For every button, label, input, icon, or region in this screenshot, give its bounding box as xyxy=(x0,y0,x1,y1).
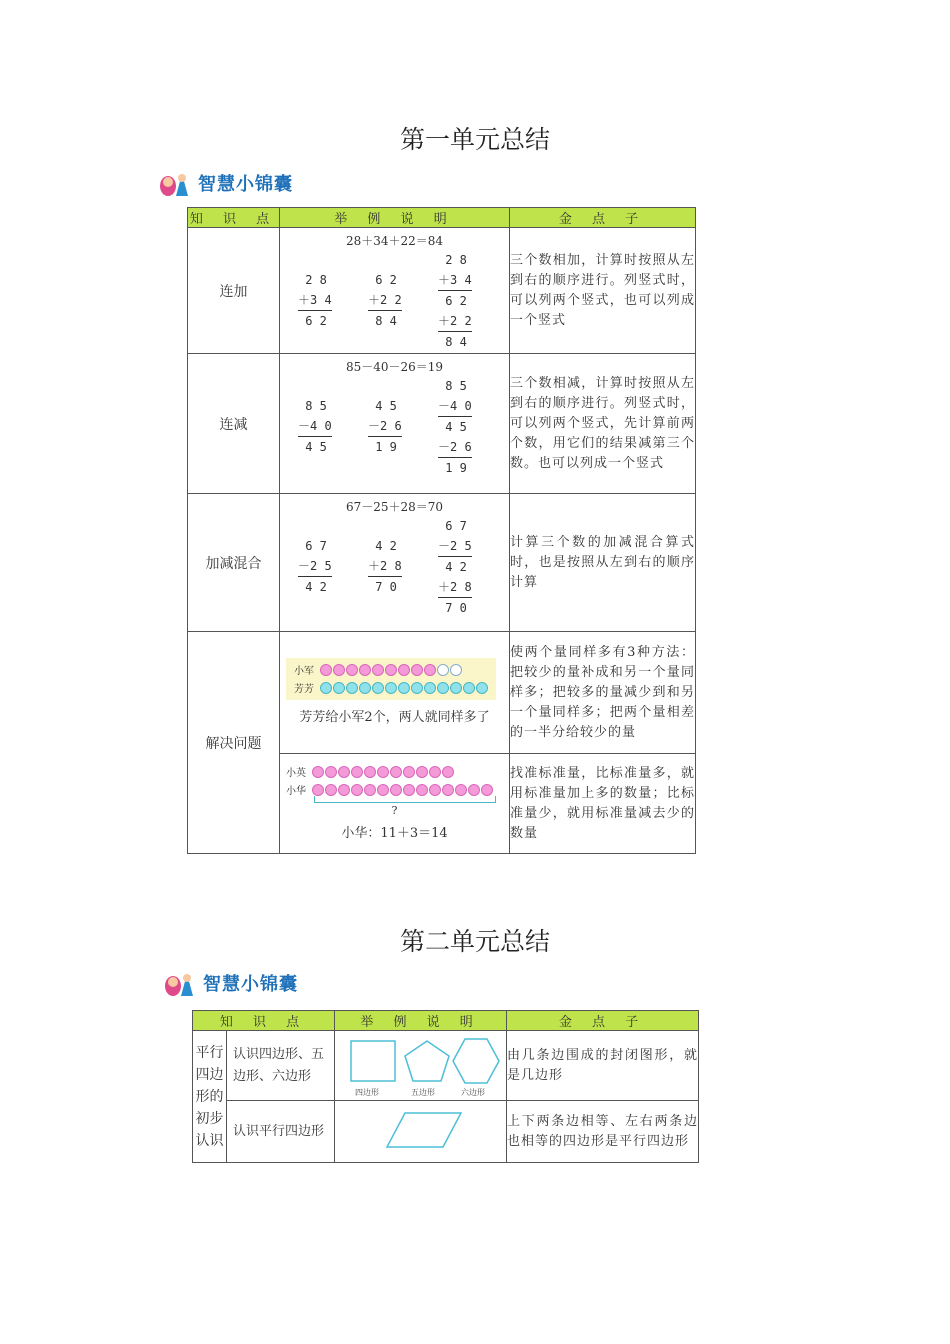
table-row xyxy=(188,632,696,754)
unit2-badge xyxy=(163,968,298,998)
header-knowledge: 知 识 点 xyxy=(188,208,280,228)
mascot-icon xyxy=(163,968,199,998)
caption: 芳芳给小军2个，两人就同样多了 xyxy=(299,710,490,725)
tip-cell: 上下两条边相等、左右两条边也相等的四边形是平行四边形 xyxy=(507,1101,699,1163)
brace xyxy=(314,796,496,803)
ball-row-a: 小英 xyxy=(286,764,455,779)
shape-label: 四边形 xyxy=(355,1088,380,1097)
example-cell xyxy=(335,1031,507,1101)
parallelogram-shape xyxy=(335,1101,507,1163)
header-example: 举 例 说 明 xyxy=(335,1011,507,1031)
example-cell xyxy=(280,754,510,854)
point-cell: 连减 xyxy=(188,354,280,494)
group-cell: 平行四边形的初步认识 xyxy=(193,1031,227,1163)
hexagon-shape xyxy=(453,1039,499,1083)
equation: 85－40－26＝19 xyxy=(345,360,444,374)
table-row xyxy=(193,1031,699,1101)
vertical-calc-1: 8 5 －4 0 4 5 xyxy=(298,396,332,457)
header-tips: 金 点 子 xyxy=(507,1011,699,1031)
example-cell xyxy=(335,1101,507,1163)
vertical-calc-3: 2 8 ＋3 4 6 2 ＋2 2 8 4 xyxy=(438,250,472,352)
vertical-calc-3: 6 7 －2 5 4 2 ＋2 8 7 0 xyxy=(438,516,472,618)
table-row xyxy=(188,494,696,632)
vertical-calc-3: 8 5 －4 0 4 5 －2 6 1 9 xyxy=(438,376,472,478)
tip-cell: 由几条边围成的封闭图形，就是几边形 xyxy=(507,1031,699,1101)
vertical-calc-1: 6 7 －2 5 4 2 xyxy=(298,536,332,597)
ball-row-b: 小华 xyxy=(286,782,494,797)
equation: 67－25＋28＝70 xyxy=(345,500,444,514)
ball-row-a: 小军 xyxy=(294,662,463,677)
question-mark: ? xyxy=(391,804,398,817)
example-cell xyxy=(280,228,510,354)
unit1-badge xyxy=(158,168,293,198)
tip-cell: 计算三个数的加减混合算式时，也是按照从左到右的顺序计算 xyxy=(510,494,696,632)
mascot-icon xyxy=(158,168,194,198)
header-knowledge: 知 识 点 xyxy=(193,1011,335,1031)
table-row xyxy=(188,354,696,494)
badge-label: 智慧小锦囊 xyxy=(198,174,293,195)
unit2-title: 第二单元总结 xyxy=(399,927,550,956)
point-cell: 认识平行四边形 xyxy=(227,1101,335,1163)
tip-cell: 使两个量同样多有3种方法：把较少的量补成和另一个量同样多；把较多的量减少到和另一个量同样多；把两个量相差的一半分给较少的量 xyxy=(510,632,696,754)
unit2-table xyxy=(192,1010,699,1163)
example-cell xyxy=(280,354,510,494)
example-cell xyxy=(280,632,510,754)
badge-label: 智慧小锦囊 xyxy=(203,974,298,995)
shape-label: 五边形 xyxy=(411,1088,436,1097)
tip-cell: 三个数相减，计算时按照从左到右的顺序进行。列竖式时，可以列两个竖式，先计算前两个数，用它们的结果减第三个数。也可以列成一个竖式 xyxy=(510,354,696,494)
table-row xyxy=(193,1101,699,1163)
header-tips: 金 点 子 xyxy=(510,208,696,228)
vertical-calc-2: 4 5 －2 6 1 9 xyxy=(368,396,402,457)
quadrilateral-shape xyxy=(351,1041,395,1081)
equation: 28＋34＋22＝84 xyxy=(345,234,444,248)
point-cell: 认识四边形、五边形、六边形 xyxy=(227,1031,335,1101)
ball-row-b: 芳芳 xyxy=(294,680,489,695)
shape-label: 六边形 xyxy=(461,1088,486,1097)
pentagon-shape xyxy=(405,1041,449,1081)
table-row xyxy=(188,228,696,354)
tip-cell: 找准标准量，比标准量多，就用标准量加上多的数量；比标准量少，就用标准量减去少的数量 xyxy=(510,754,696,854)
vertical-calc-1: 2 8 ＋3 4 6 2 xyxy=(298,270,332,331)
point-cell: 加减混合 xyxy=(188,494,280,632)
vertical-calc-2: 4 2 ＋2 8 7 0 xyxy=(368,536,402,597)
example-cell xyxy=(280,494,510,632)
unit1-title: 第一单元总结 xyxy=(399,125,550,154)
vertical-calc-2: 6 2 ＋2 2 8 4 xyxy=(368,270,402,331)
caption: 小华：11＋3＝14 xyxy=(341,826,448,841)
point-cell: 解决问题 xyxy=(188,632,280,854)
unit1-table xyxy=(187,207,696,854)
point-cell: 连加 xyxy=(188,228,280,354)
tip-cell: 三个数相加，计算时按照从左到右的顺序进行。列竖式时，可以列两个竖式，也可以列成一个竖式 xyxy=(510,228,696,354)
header-example: 举 例 说 明 xyxy=(280,208,510,228)
